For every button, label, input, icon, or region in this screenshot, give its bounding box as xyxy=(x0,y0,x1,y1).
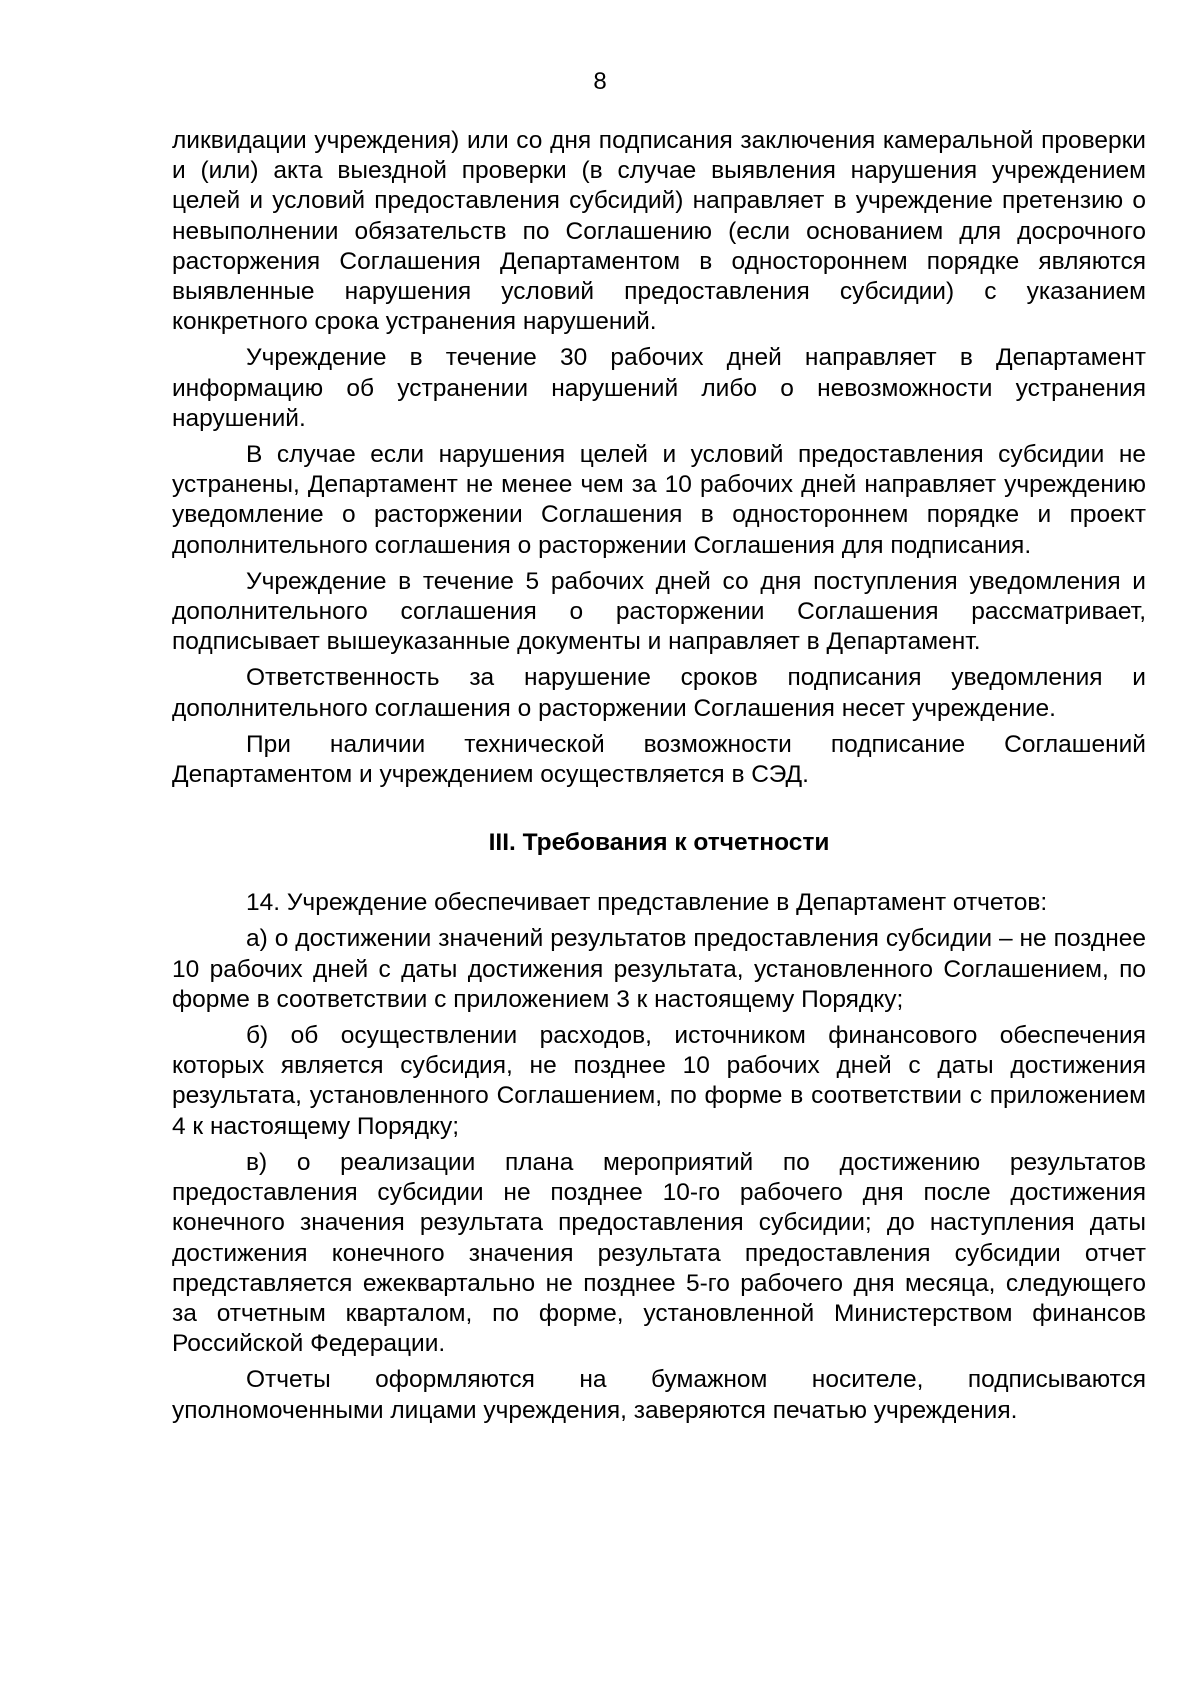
paragraph: 14. Учреждение обеспечивает представление в Департамент отчетов: xyxy=(246,889,1048,917)
page-number: 8 xyxy=(593,68,607,95)
paragraph: Отчеты оформляются на бумажном носителе, подписываются уполномоченными лицами учреждения, заверяются печатью учреждения. xyxy=(172,1366,1146,1424)
document-body xyxy=(172,126,1146,1432)
paragraph: Учреждение в течение 30 рабочих дней направляет в Департамент информацию об устранении нарушений либо о невозможности устранения нарушений. xyxy=(172,344,1146,432)
paragraph: Ответственность за нарушение сроков подписания уведомления и дополнительного соглашения о расторжении Соглашения несет учреждение. xyxy=(172,664,1146,722)
paragraph: Учреждение в течение 5 рабочих дней со дня поступления уведомления и дополнительного соглашения о расторжении Соглашения рассматривает, подписывает вышеуказанные документы и направляет в Департамент. xyxy=(172,567,1146,656)
paragraph: ликвидации учреждения) или со дня подписания заключения камеральной проверки и (или) акта выездной проверки (в случае выявления нарушения учреждением целей и условий предоставления субсидий) направляет в учреждение претензию о невыполнении обязательств по Соглашению (если основанием для досрочного расторжения Соглашения Департаментом в одностороннем порядке являются выявленные нарушения условий предоставления субсидии) с указанием конкретного срока устранения нарушений. xyxy=(172,127,1146,336)
section-heading: III. Требования к отчетности xyxy=(488,829,830,857)
paragraph: В случае если нарушения целей и условий предоставления субсидии не устранены, Департамент не менее чем за 10 рабочих дней направляет учреждению уведомление о расторжении Соглашения в одностороннем порядке и проект дополнительного соглашения о расторжении Соглашения для подписания. xyxy=(172,441,1146,559)
list-item: а) о достижении значений результатов предоставления субсидии – не позднее 10 рабочих дней с даты достижения результата, установленного Соглашением, по форме в соответствии с приложением 3 к настоящему Порядку; xyxy=(172,925,1146,1013)
list-item: в) о реализации плана мероприятий по достижению результатов предоставления субсидии не позднее 10-го рабочего дня после достижения конечного значения результата предоставления субсидии; до наступления даты достижения конечного значения результата предоставления субсидии отчет представляется ежеквартально не позднее 5-го рабочего дня месяца, следующего за отчетным кварталом, по форме, установленной Министерством финансов Российской Федерации. xyxy=(172,1148,1146,1358)
paragraph: При наличии технической возможности подписание Соглашений Департаментом и учреждением осуществляется в СЭД. xyxy=(172,730,1146,789)
list-item: б) об осуществлении расходов, источником финансового обеспечения которых является субсидия, не позднее 10 рабочих дней с даты достижения результата, установленного Соглашением, по форме в соответствии с приложением 4 к настоящему Порядку; xyxy=(172,1022,1146,1140)
